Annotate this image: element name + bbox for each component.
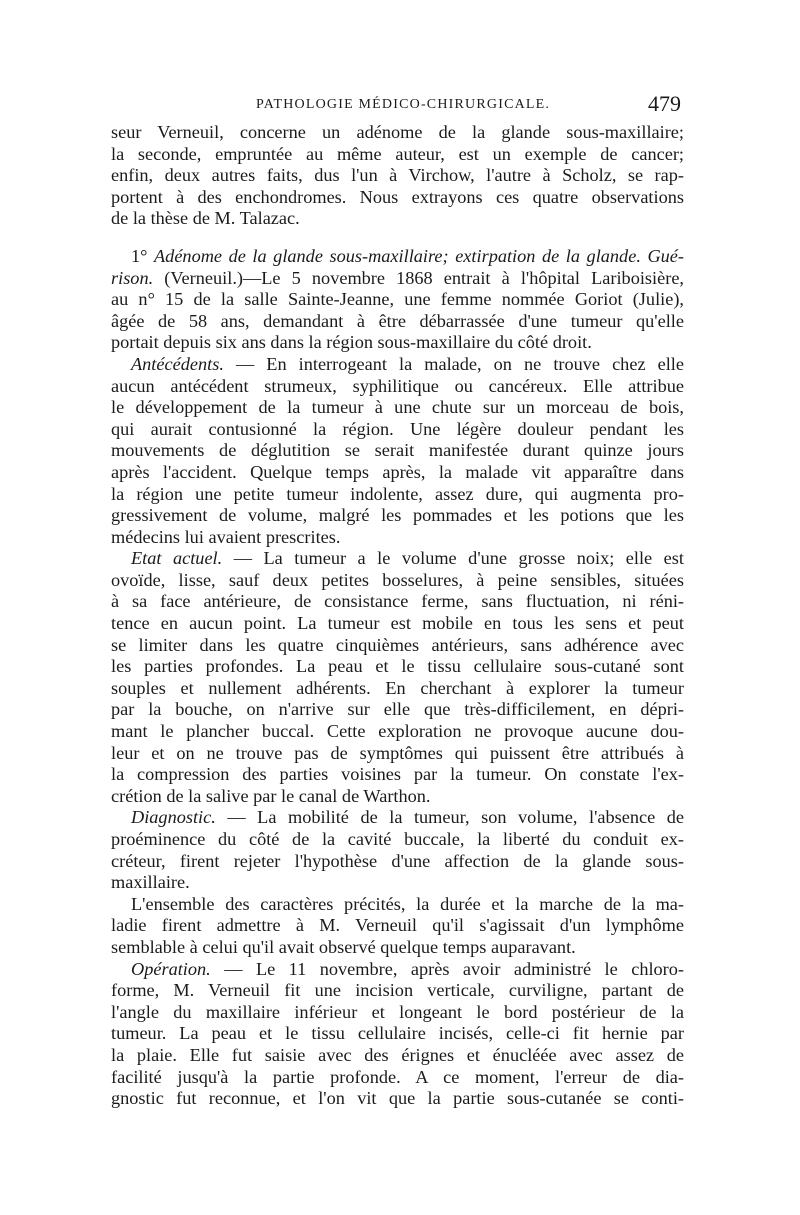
- observation-text: (Verneuil.)—Le 5 novembre 1868 entrait à l'hôpital Lariboisière,: [164, 267, 684, 288]
- text-line: facilité jusqu'à la partie profonde. A ce moment, l'erreur de dia-: [111, 1066, 684, 1087]
- text-line: souples et nullement adhérents. En cherchant à explorer la tumeur: [111, 677, 684, 698]
- page-header: [111, 91, 681, 123]
- page-number: 479: [648, 91, 681, 116]
- text-line: la compression des parties voisines par la tumeur. On constate l'ex-: [111, 764, 684, 785]
- text-line: crétion de la salive par le canal de Warthon.: [111, 785, 431, 806]
- text-line: par la bouche, on n'arrive sur elle que très-difficilement, en dépri-: [111, 699, 684, 720]
- text-line: gnostic fut reconnue, et l'on vit que la partie sous-cutanée se conti-: [111, 1088, 684, 1109]
- section-heading-antecedents: Antécédents.: [131, 353, 224, 374]
- text-line: seur Verneuil, concerne un adénome de la glande sous-maxillaire;: [111, 122, 684, 142]
- section-text: — En interrogeant la malade, on ne trouve chez elle: [235, 353, 684, 374]
- text-line: tumeur. La peau et le tissu cellulaire incisés, celle-ci fit hernie par: [111, 1023, 684, 1044]
- text-line: maxillaire.: [111, 872, 190, 893]
- section-line: [111, 807, 684, 829]
- text-line: enfin, deux autres faits, dus l'un à Virchow, l'autre à Scholz, se rap-: [111, 165, 684, 186]
- text-line: tence en aucun point. La tumeur est mobile en tous les sens et peut: [111, 613, 684, 634]
- text-line: portent à des enchondromes. Nous extrayons ces quatre observations: [111, 186, 684, 207]
- observation-heading: [111, 246, 684, 268]
- text-line: ladie firent admettre à M. Verneuil qu'il s'agissait d'un lymphôme: [111, 915, 684, 936]
- text-line: ovoïde, lisse, sauf deux petites bosselures, à peine sensibles, situées: [111, 569, 684, 590]
- text-line: se limiter dans les quatre cinquièmes antérieurs, sans adhérence avec: [111, 634, 684, 655]
- section-line: [111, 959, 684, 981]
- section-line: [111, 354, 684, 376]
- text-line: médecins lui avaient prescrites.: [111, 526, 341, 547]
- text-line: gressivement de volume, malgré les pommades et les potions que les: [111, 505, 684, 526]
- section-text: — La tumeur a le volume d'une grosse noix; elle est: [233, 548, 684, 569]
- text-line: semblable à celui qu'il avait observé quelque temps auparavant.: [111, 936, 576, 957]
- text-line: mouvements de déglutition se serait manifestée durant quinze jours: [111, 440, 684, 461]
- paragraph-gap: [111, 230, 684, 246]
- section-text: — Le 11 novembre, après avoir administré le chloro-: [224, 958, 684, 979]
- text-line: le développement de la tumeur à une chute sur un morceau de bois,: [111, 397, 684, 418]
- observation-number: 1°: [131, 245, 148, 266]
- text-line: [111, 268, 684, 290]
- text-line: la région une petite tumeur indolente, assez dure, qui augmenta pro-: [111, 483, 684, 504]
- text-line: qui aurait contusionné la région. Une légère douleur pendant les: [111, 418, 684, 439]
- section-heading-operation: Opération.: [131, 958, 211, 979]
- observation-title: Adénome de la glande sous-maxillaire; extirpation de la glande. Gué-: [154, 245, 684, 266]
- text-line: aucun antécédent strumeux, syphilitique ou cancéreux. Elle attribue: [111, 375, 684, 396]
- observation-title-end: rison.: [111, 267, 154, 288]
- text-line: forme, M. Verneuil fit une incision verticale, curviligne, partant de: [111, 980, 684, 1001]
- text-line: leur et on ne trouve pas de symptômes qui puissent être attribués à: [111, 742, 684, 763]
- text-line: l'angle du maxillaire inférieur et longeant le bord postérieur de la: [111, 1001, 684, 1022]
- text-line: après l'accident. Quelque temps après, la malade vit apparaître dans: [111, 461, 684, 482]
- text-line: la plaie. Elle fut saisie avec des érignes et énucléée avec assez de: [111, 1044, 684, 1065]
- text-line: mant le plancher buccal. Cette exploration ne provoque aucune dou-: [111, 721, 684, 742]
- section-heading-etat-actuel: Etat actuel.: [131, 548, 223, 569]
- body-text: [111, 122, 684, 1110]
- text-line: la seconde, empruntée au même auteur, est un exemple de cancer;: [111, 143, 684, 164]
- text-line: de la thèse de M. Talazac.: [111, 208, 300, 229]
- text-line: créteur, firent rejeter l'hypothèse d'une affection de la glande sous-: [111, 850, 684, 871]
- text-line: âgée de 58 ans, demandant à être débarrassée d'une tumeur qu'elle: [111, 310, 684, 331]
- section-text: — La mobilité de la tumeur, son volume, l'absence de: [227, 807, 684, 828]
- text-line: L'ensemble des caractères précités, la durée et la marche de la ma-: [131, 893, 684, 914]
- section-heading-diagnostic: Diagnostic.: [131, 807, 216, 828]
- running-head: PATHOLOGIE MÉDICO-CHIRURGICALE.: [256, 97, 551, 112]
- text-line: proéminence du côté de la cavité buccale, la liberté du conduit ex-: [111, 829, 684, 849]
- text-line: les parties profondes. La peau et le tissu cellulaire sous-cutané sont: [111, 656, 684, 677]
- text-line: au n° 15 de la salle Sainte-Jeanne, une femme nommée Goriot (Julie),: [111, 289, 684, 310]
- section-line: [111, 548, 684, 570]
- text-line: portait depuis six ans dans la région sous-maxillaire du côté droit.: [111, 332, 592, 353]
- text-line: à sa face antérieure, de consistance ferme, sans fluctuation, ni réni-: [111, 591, 684, 612]
